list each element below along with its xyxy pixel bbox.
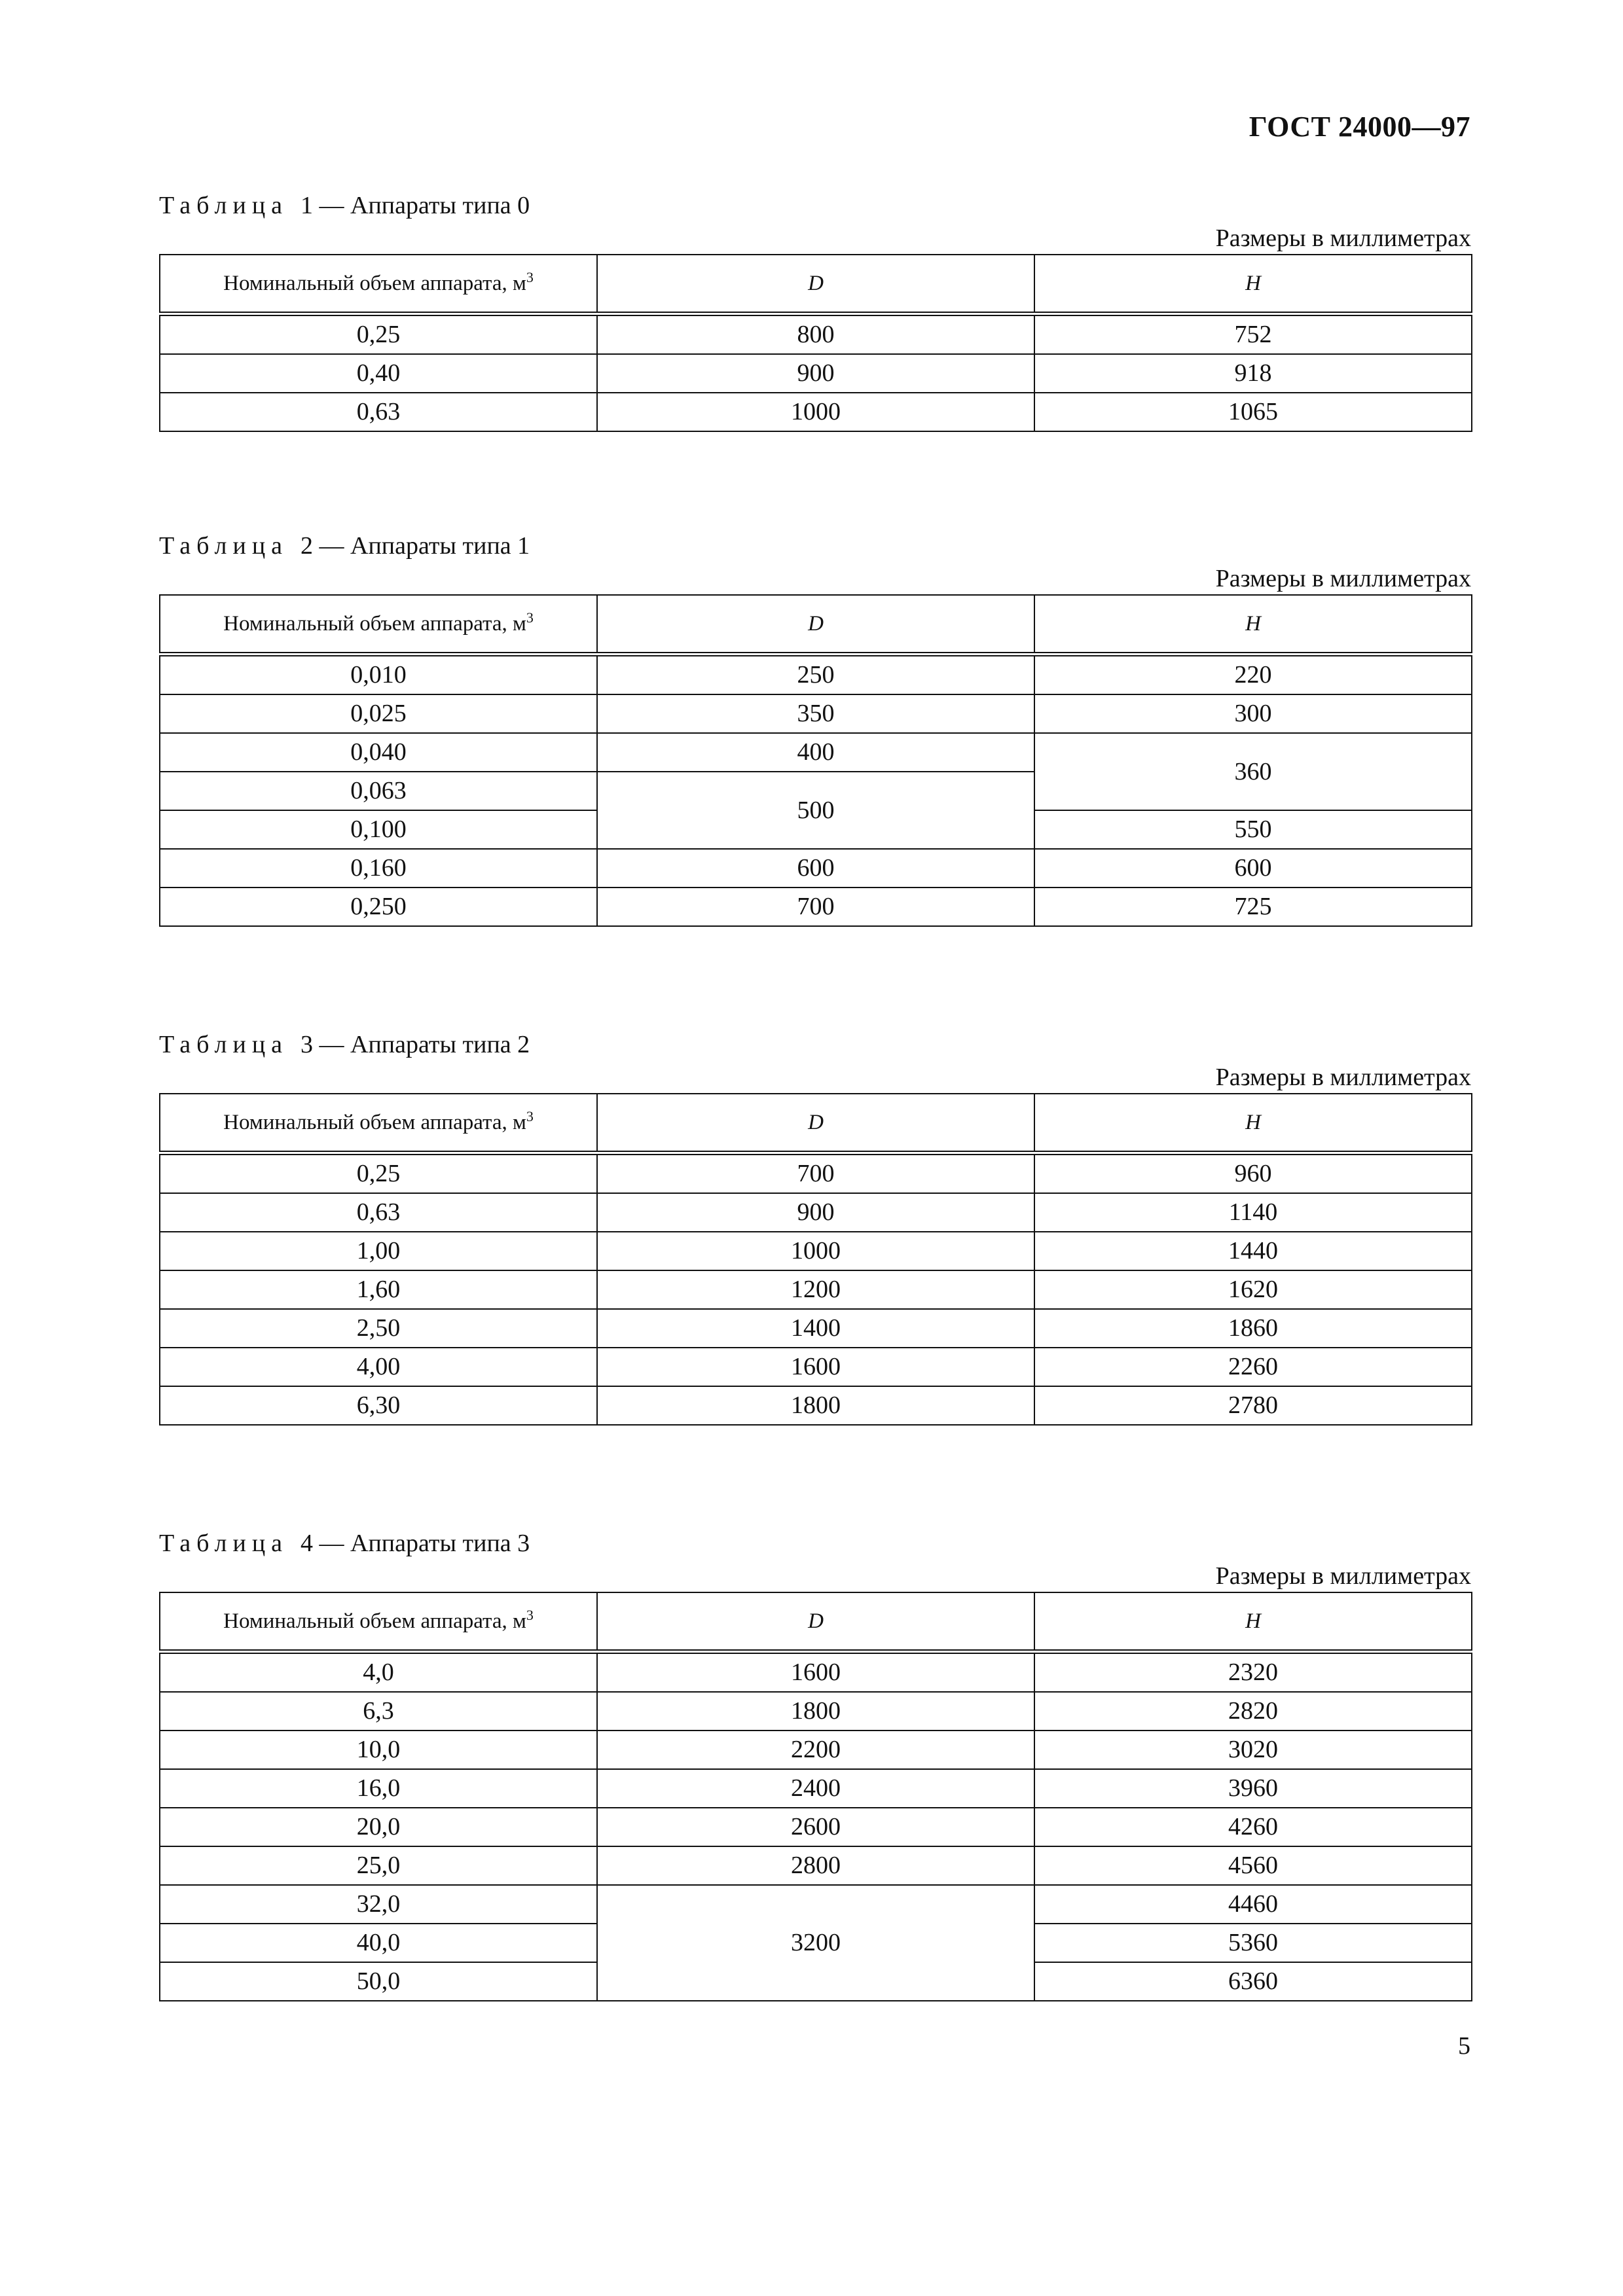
cell-volume: 10,0 [160,1731,597,1769]
cell-d: 400 [597,733,1034,772]
cell-d: 1200 [597,1270,1034,1309]
dimensions-table [159,1093,1472,1426]
table-caption [159,529,1471,563]
cell-h: 725 [1034,888,1472,926]
cell-h: 2320 [1034,1652,1472,1693]
column-header-h: H [1034,595,1472,655]
cell-d: 1800 [597,1692,1034,1731]
cell-h: 752 [1034,314,1472,355]
cell-d: 250 [597,655,1034,695]
cell-volume: 40,0 [160,1924,597,1962]
cell-h: 300 [1034,694,1472,733]
table-block-3 [159,1028,1471,1426]
table-row [160,1270,1472,1309]
cell-d-merged: 3200 [597,1885,1034,2001]
table-row [160,655,1472,695]
table-units-note: Размеры в миллиметрах [1215,1562,1471,1590]
column-header-volume: Номинальный объем аппарата, $м^3$ [160,1592,597,1652]
table-row [160,1386,1472,1425]
cell-volume: 20,0 [160,1808,597,1846]
cell-volume: 6,3 [160,1692,597,1731]
cell-d: 1000 [597,393,1034,431]
column-header-d: D [597,1094,1034,1153]
cell-d: 800 [597,314,1034,355]
table-caption [159,1526,1471,1560]
cell-h: 1140 [1034,1193,1472,1232]
cell-d: 2200 [597,1731,1034,1769]
cell-volume: 2,50 [160,1309,597,1348]
table-caption-word: Таблица [159,532,289,560]
table-row [160,1769,1472,1808]
cell-volume: 0,100 [160,810,597,849]
cell-d: 900 [597,1193,1034,1232]
table-row [160,314,1472,355]
cell-d: 1800 [597,1386,1034,1425]
column-header-volume: Номинальный объем аппарата, $м^3$ [160,595,597,655]
table-block-4 [159,1526,1471,2001]
cell-d: 600 [597,849,1034,888]
table-row [160,1731,1472,1769]
cell-volume: 4,00 [160,1348,597,1386]
cell-d-merged: 500 [597,772,1034,849]
cell-h: 600 [1034,849,1472,888]
table-row [160,888,1472,926]
cell-d: 1400 [597,1309,1034,1348]
cell-volume: 0,63 [160,1193,597,1232]
dimensions-table [159,594,1472,927]
table-row [160,1885,1472,1924]
cell-h: 220 [1034,655,1472,695]
cell-h: 4460 [1034,1885,1472,1924]
table-header-row [160,1592,1472,1652]
table-row [160,733,1472,772]
column-header-volume: Номинальный объем аппарата, $м^3$ [160,255,597,314]
table-header-row [160,255,1472,314]
cell-volume: 0,010 [160,655,597,695]
cell-volume: 6,30 [160,1386,597,1425]
table-caption-word: Таблица [159,1530,289,1557]
table-units-note: Размеры в миллиметрах [1215,224,1471,252]
table-caption-title: 4 — Аппараты типа 3 [301,1530,530,1557]
table-row [160,1309,1472,1348]
cell-h-merged: 360 [1034,733,1472,810]
cell-d: 1600 [597,1348,1034,1386]
cell-d: 2800 [597,1846,1034,1885]
table-header-row [160,595,1472,655]
cell-h: 1620 [1034,1270,1472,1309]
column-header-d: D [597,255,1034,314]
column-header-h: H [1034,1592,1472,1652]
table-row [160,1846,1472,1885]
table-row [160,354,1472,393]
table-row [160,1808,1472,1846]
cell-d: 2400 [597,1769,1034,1808]
cell-h: 4560 [1034,1846,1472,1885]
table-row [160,849,1472,888]
table-caption-word: Таблица [159,1031,289,1058]
table-caption-title: 3 — Аппараты типа 2 [301,1031,530,1058]
table-units-note: Размеры в миллиметрах [1215,1064,1471,1091]
column-header-d: D [597,595,1034,655]
cell-h: 3020 [1034,1731,1472,1769]
cell-volume: 0,040 [160,733,597,772]
table-row [160,1153,1472,1194]
table-row [160,1348,1472,1386]
table-row [160,1652,1472,1693]
cell-h: 2820 [1034,1692,1472,1731]
cell-d: 2600 [597,1808,1034,1846]
cell-volume: 0,25 [160,1153,597,1194]
cell-volume: 0,40 [160,354,597,393]
table-caption-word: Таблица [159,192,289,219]
dimensions-table [159,1592,1472,2001]
table-caption-title: 2 — Аппараты типа 1 [301,532,530,560]
cell-volume: 0,063 [160,772,597,810]
table-caption [159,188,1471,223]
cell-volume: 50,0 [160,1962,597,2001]
cell-d: 700 [597,888,1034,926]
cell-h: 550 [1034,810,1472,849]
cell-h: 1440 [1034,1232,1472,1270]
table-caption [159,1028,1471,1062]
cell-h: 918 [1034,354,1472,393]
cell-d: 1000 [597,1232,1034,1270]
cell-h: 6360 [1034,1962,1472,2001]
cell-h: 5360 [1034,1924,1472,1962]
table-header-row [160,1094,1472,1153]
cell-volume: 25,0 [160,1846,597,1885]
cell-volume: 1,60 [160,1270,597,1309]
cell-volume: 16,0 [160,1769,597,1808]
document-code: ГОСТ 24000—97 [1249,111,1470,143]
cell-d: 900 [597,354,1034,393]
cell-volume: 0,25 [160,314,597,355]
table-row [160,1232,1472,1270]
cell-volume: 0,160 [160,849,597,888]
cell-h: 960 [1034,1153,1472,1194]
cell-h: 1065 [1034,393,1472,431]
column-header-d: D [597,1592,1034,1652]
cell-volume: 0,025 [160,694,597,733]
cell-volume: 1,00 [160,1232,597,1270]
column-header-h: H [1034,255,1472,314]
column-header-volume: Номинальный объем аппарата, $м^3$ [160,1094,597,1153]
cell-volume: 0,63 [160,393,597,431]
table-row [160,1692,1472,1731]
table-caption-title: 1 — Аппараты типа 0 [301,192,530,219]
table-row [160,1193,1472,1232]
cell-volume: 0,250 [160,888,597,926]
cell-d: 350 [597,694,1034,733]
cell-h: 2260 [1034,1348,1472,1386]
table-units-note: Размеры в миллиметрах [1215,565,1471,592]
cell-volume: 32,0 [160,1885,597,1924]
cell-h: 4260 [1034,1808,1472,1846]
table-row [160,694,1472,733]
dimensions-table [159,254,1472,432]
cell-h: 1860 [1034,1309,1472,1348]
cell-h: 2780 [1034,1386,1472,1425]
page-number: 5 [1458,2032,1470,2060]
table-block-1 [159,188,1471,432]
table-row [160,393,1472,431]
cell-d: 700 [597,1153,1034,1194]
cell-d: 1600 [597,1652,1034,1693]
table-block-2 [159,529,1471,927]
cell-h: 3960 [1034,1769,1472,1808]
column-header-h: H [1034,1094,1472,1153]
cell-volume: 4,0 [160,1652,597,1693]
